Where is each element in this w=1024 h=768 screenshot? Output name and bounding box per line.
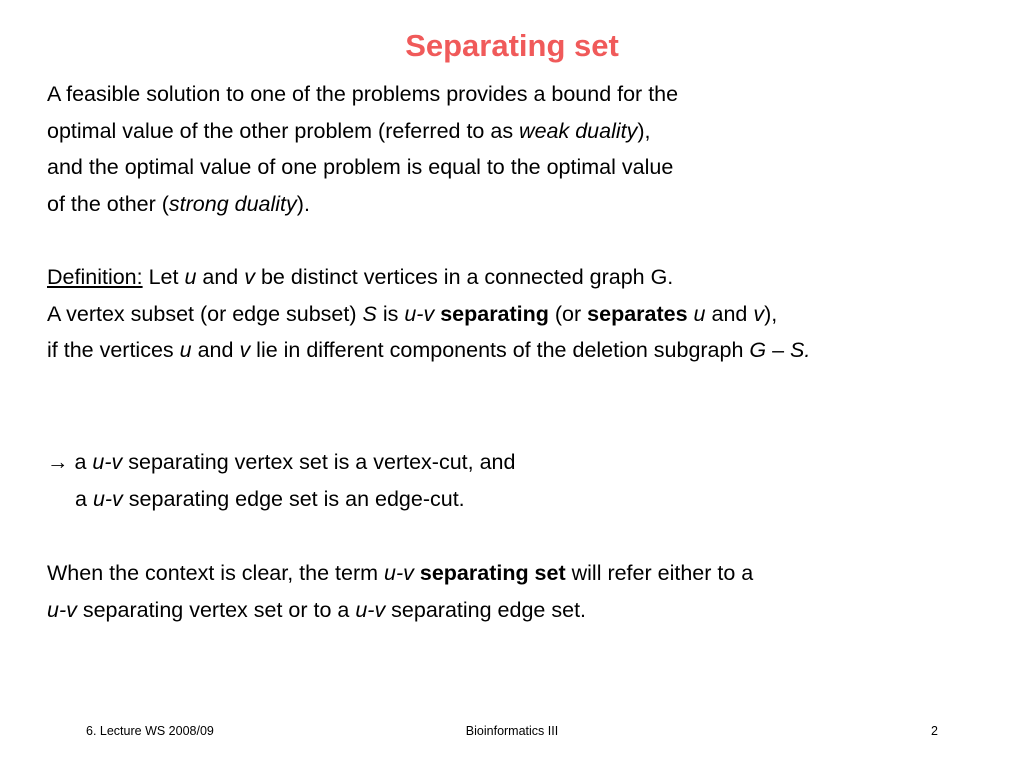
intro-text: optimal value of the other problem (referred to as (47, 118, 520, 143)
cut-line-2 (47, 481, 997, 518)
cut-text: separating edge set is an edge-cut. (122, 486, 465, 511)
separating-set-term: separating set (419, 561, 566, 585)
math-var: G (749, 338, 767, 363)
math-var: S. (790, 338, 811, 363)
definition-text: ), (764, 301, 778, 326)
math-var: u (693, 301, 706, 326)
cut-text: separating vertex set is a vertex-cut, and (122, 450, 516, 474)
math-var: u-v (384, 561, 414, 585)
separating-term: separating (440, 301, 549, 326)
math-var: S (362, 301, 377, 326)
definition-text: (or (548, 301, 588, 326)
cut-line-1 (47, 444, 997, 481)
math-var: v (244, 265, 255, 289)
definition-text: be distinct vertices in a connected graph G. (255, 265, 674, 289)
definition-text: and (196, 265, 245, 289)
context-text: separating edge set. (385, 597, 587, 622)
slide-title: Separating set (405, 28, 619, 63)
strong-duality-term: strong duality (168, 191, 297, 216)
context-line-2 (47, 592, 997, 629)
intro-line-4 (47, 186, 997, 223)
definition-text: if the vertices (47, 338, 180, 363)
math-var: u-v (92, 486, 123, 511)
definition-text: – (766, 338, 791, 363)
intro-paragraph (47, 76, 997, 222)
footer-course: Bioinformatics III (465, 724, 559, 738)
math-var: v (753, 301, 765, 326)
cut-text: a (68, 450, 93, 474)
weak-duality-term: weak duality (519, 118, 638, 143)
intro-line-2 (47, 113, 997, 150)
intro-text: and the optimal value of one problem is equal to the optimal value (47, 155, 674, 180)
definition-text: is (376, 301, 405, 326)
intro-line-3 (47, 149, 997, 186)
intro-line-1 (47, 76, 997, 113)
math-var: v (239, 338, 251, 363)
separates-term: separates (587, 301, 688, 326)
intro-text: ). (296, 191, 310, 216)
intro-text: ), (637, 118, 651, 143)
math-var: u-v (404, 301, 435, 326)
math-var: u (179, 338, 192, 363)
math-var: u-v (92, 450, 123, 474)
definition-line-3 (47, 332, 997, 369)
definition-text: and (705, 301, 754, 326)
definition-text: and (191, 338, 240, 363)
right-arrow-icon: → (47, 450, 69, 474)
context-paragraph (47, 555, 997, 628)
context-text: separating vertex set or to a (76, 597, 356, 622)
intro-text: A feasible solution to one of the problems provides a bound for the (47, 82, 679, 106)
definition-text: lie in different components of the deletion subgraph (250, 338, 750, 363)
definition-line-2 (47, 296, 997, 333)
definition-paragraph (47, 259, 997, 369)
page-number: 2 (931, 724, 938, 738)
footer-lecture: 6. Lecture WS 2008/09 (86, 724, 214, 738)
math-var: u (184, 265, 197, 289)
intro-text: of the other ( (47, 191, 169, 216)
definition-line-1 (47, 259, 997, 296)
cut-text: a (75, 486, 93, 511)
context-line-1 (47, 555, 997, 592)
definition-label: Definition: (47, 265, 143, 289)
definition-text: Let (142, 265, 185, 289)
math-var: u-v (47, 597, 77, 622)
context-text: will refer either to a (565, 561, 754, 585)
cut-paragraph (47, 444, 997, 517)
definition-text: A vertex subset (or edge subset) (47, 301, 363, 326)
math-var: u-v (355, 597, 386, 622)
context-text: When the context is clear, the term (47, 561, 384, 585)
